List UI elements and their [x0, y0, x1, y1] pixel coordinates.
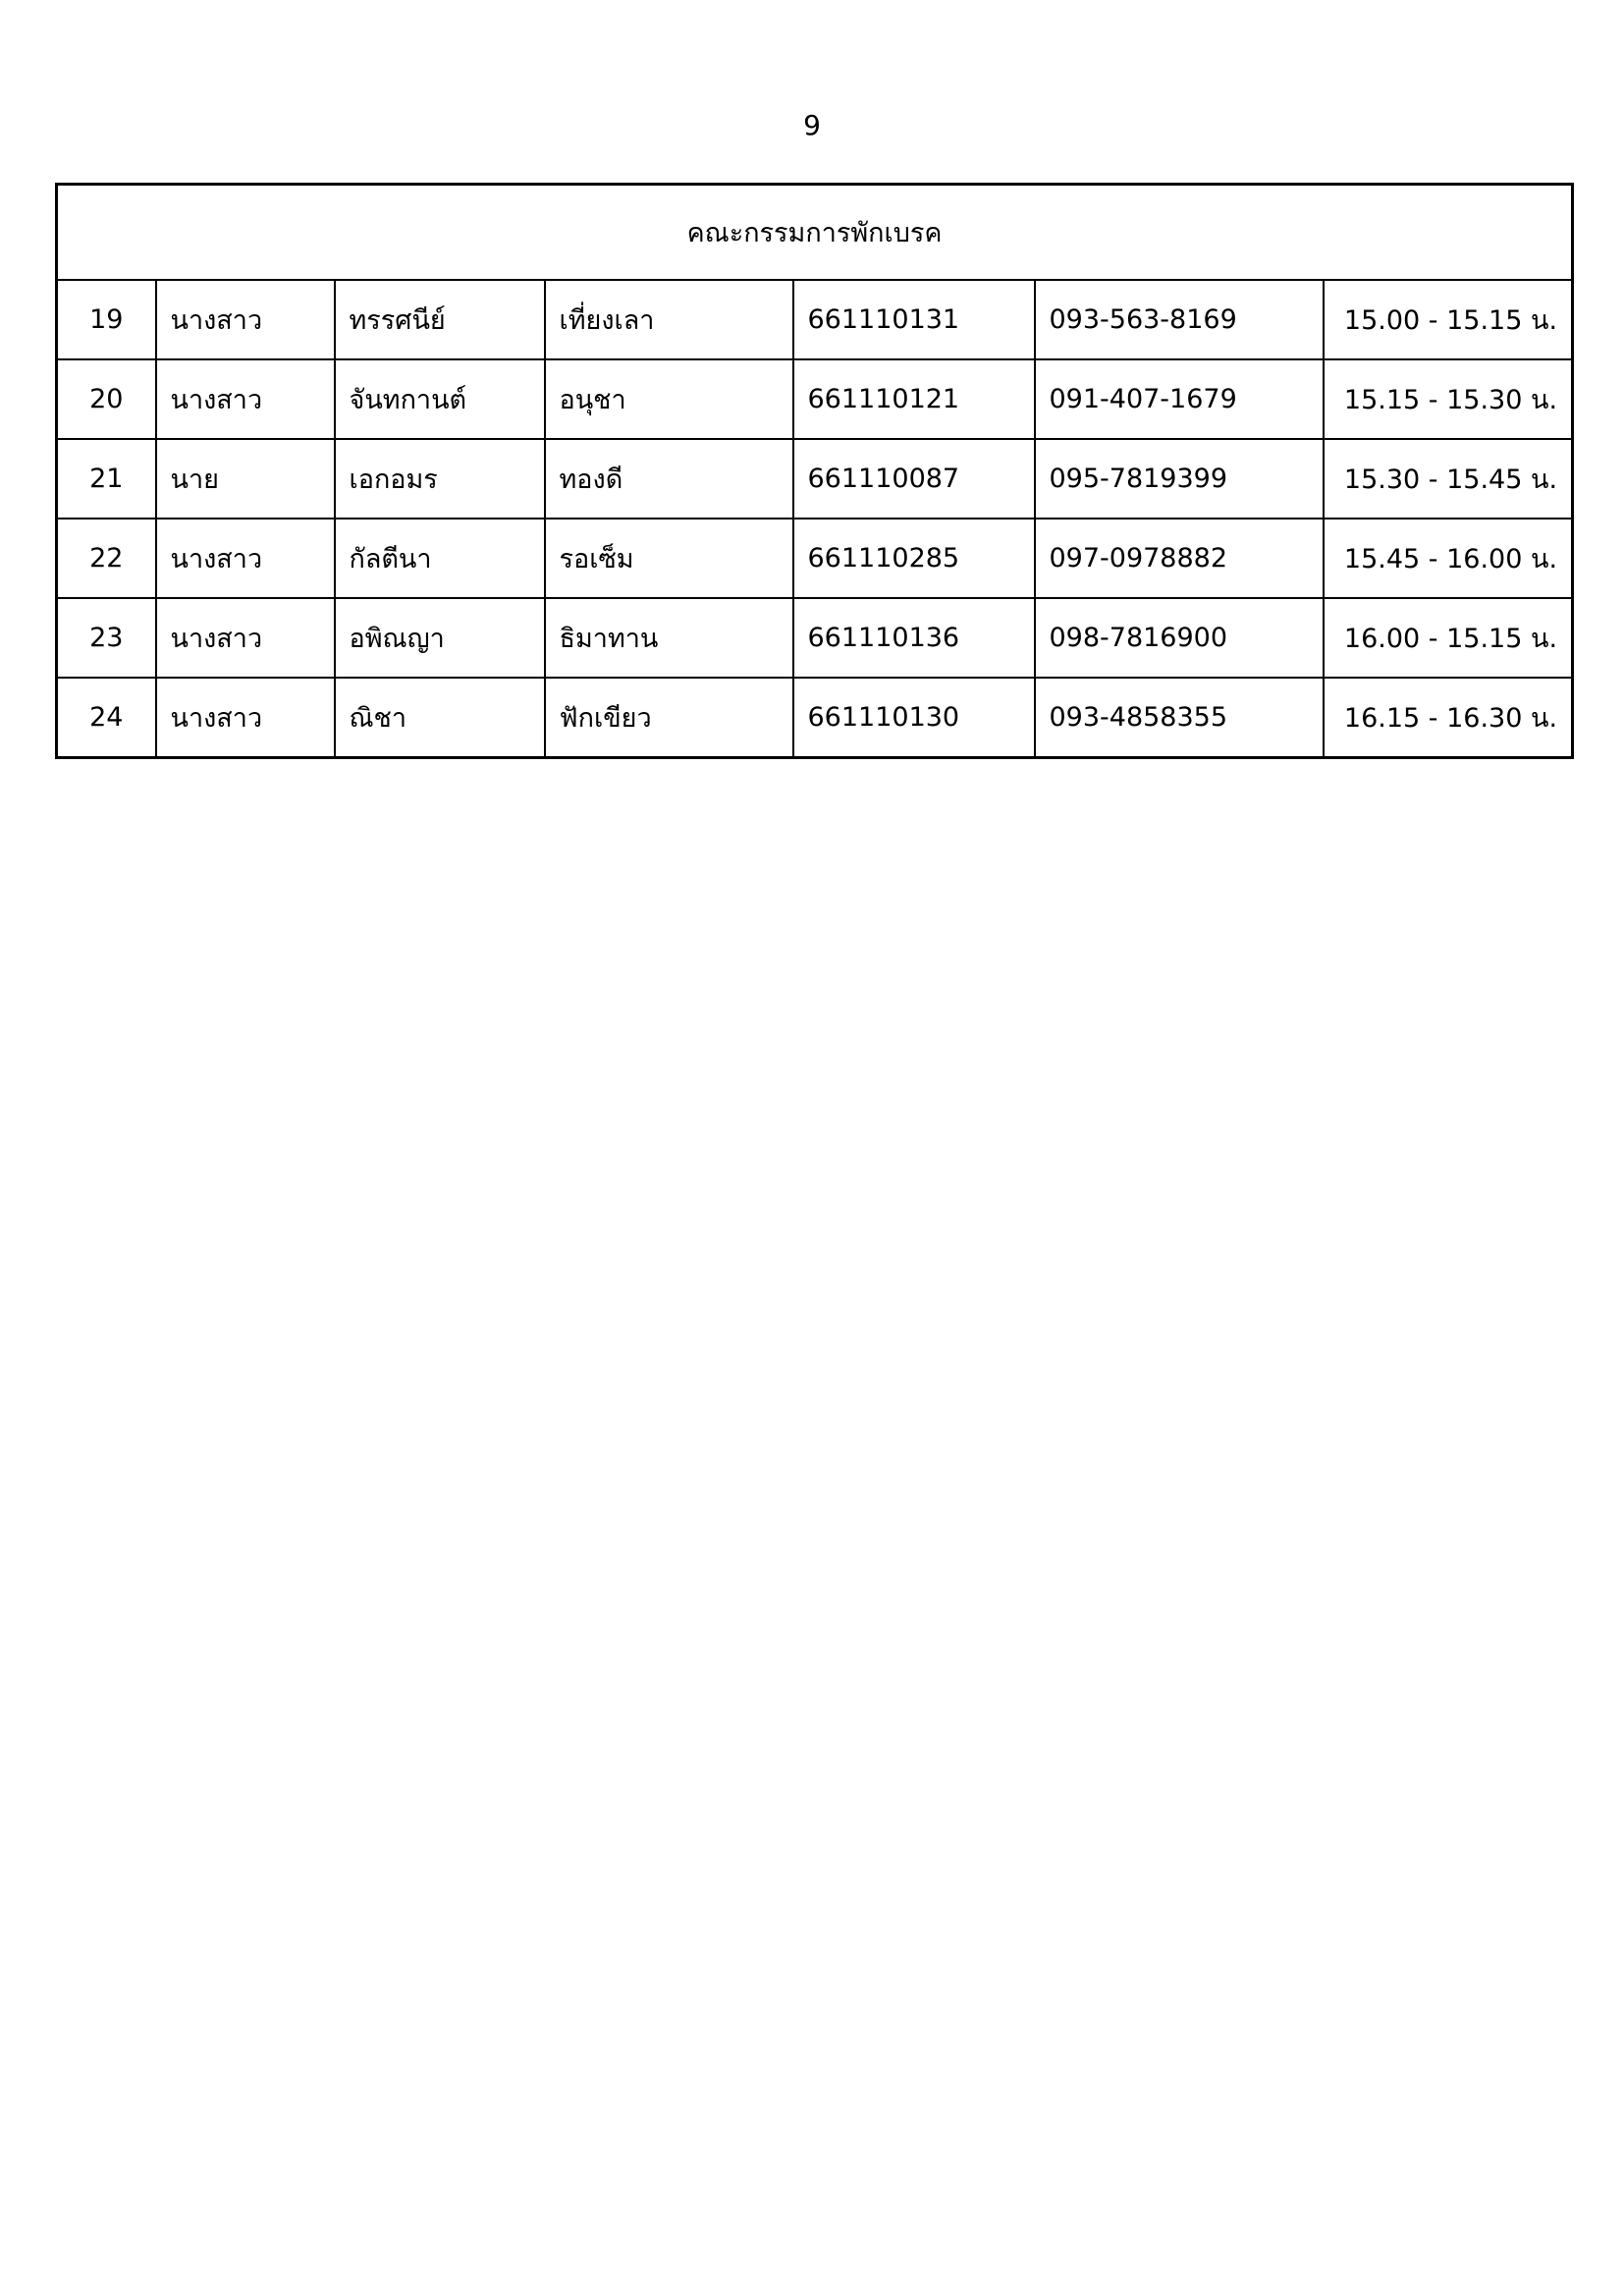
student-id: 661110087 — [793, 439, 1035, 519]
first-name: ทรรศนีย์ — [335, 280, 545, 359]
table-row — [57, 598, 1573, 678]
table-row — [57, 359, 1573, 439]
break-time: 15.00 - 15.15 น. — [1324, 280, 1573, 359]
phone-number: 098-7816900 — [1035, 598, 1324, 678]
first-name: อพิณญา — [335, 598, 545, 678]
phone-number: 097-0978882 — [1035, 519, 1324, 598]
table-title-row — [57, 185, 1573, 281]
phone-number: 093-4858355 — [1035, 678, 1324, 758]
row-number: 19 — [57, 280, 156, 359]
page-number: 9 — [803, 109, 821, 141]
first-name: จันทกานต์ — [335, 359, 545, 439]
table-title: คณะกรรมการพักเบรค — [57, 185, 1573, 281]
phone-number: 095-7819399 — [1035, 439, 1324, 519]
break-time: 15.30 - 15.45 น. — [1324, 439, 1573, 519]
first-name: เอกอมร — [335, 439, 545, 519]
student-id: 661110285 — [793, 519, 1035, 598]
break-time: 16.15 - 16.30 น. — [1324, 678, 1573, 758]
row-number: 21 — [57, 439, 156, 519]
student-id: 661110121 — [793, 359, 1035, 439]
last-name: เที่ยงเลา — [545, 280, 793, 359]
last-name: อนุชา — [545, 359, 793, 439]
row-number: 24 — [57, 678, 156, 758]
name-prefix: นางสาว — [156, 598, 335, 678]
name-prefix: นางสาว — [156, 280, 335, 359]
name-prefix: นาย — [156, 439, 335, 519]
name-prefix: นางสาว — [156, 519, 335, 598]
first-name: ณิชา — [335, 678, 545, 758]
row-number: 20 — [57, 359, 156, 439]
break-time: 16.00 - 15.15 น. — [1324, 598, 1573, 678]
name-prefix: นางสาว — [156, 678, 335, 758]
phone-number: 091-407-1679 — [1035, 359, 1324, 439]
name-prefix: นางสาว — [156, 359, 335, 439]
last-name: ฟักเขียว — [545, 678, 793, 758]
break-time: 15.15 - 15.30 น. — [1324, 359, 1573, 439]
break-committee-table — [55, 183, 1574, 759]
last-name: รอเซ็ม — [545, 519, 793, 598]
table-row — [57, 678, 1573, 758]
row-number: 23 — [57, 598, 156, 678]
table-row — [57, 519, 1573, 598]
row-number: 22 — [57, 519, 156, 598]
last-name: ธิมาทาน — [545, 598, 793, 678]
table-row — [57, 439, 1573, 519]
student-id: 661110130 — [793, 678, 1035, 758]
break-time: 15.45 - 16.00 น. — [1324, 519, 1573, 598]
table-row — [57, 280, 1573, 359]
last-name: ทองดี — [545, 439, 793, 519]
first-name: กัลตีนา — [335, 519, 545, 598]
phone-number: 093-563-8169 — [1035, 280, 1324, 359]
student-id: 661110131 — [793, 280, 1035, 359]
student-id: 661110136 — [793, 598, 1035, 678]
